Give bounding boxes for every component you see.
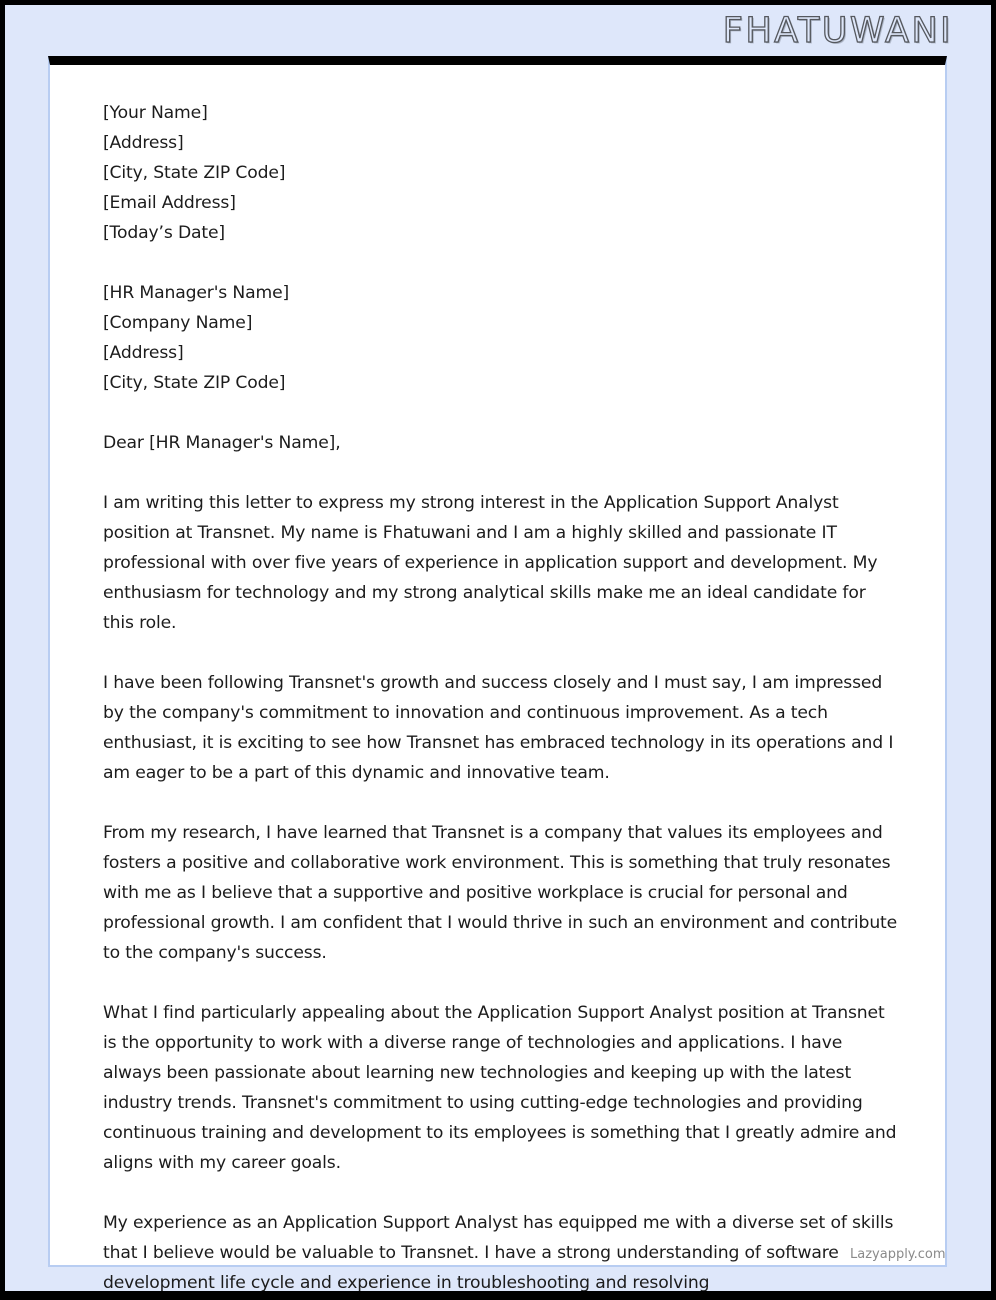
page-title: FHATUWANI	[722, 10, 953, 51]
sender-line-date: [Today’s Date]	[103, 223, 225, 243]
letter-paragraph-2: I have been following Transnet's growth and success closely and I must say, I am impressed by the company's commitment to innovation and continuous improvement. As a tech enthusiast, it is exciting to see how Transnet has embraced technology in its operations and I am eager to be a part of this dynamic and innovative team.	[103, 673, 894, 783]
recipient-address-block	[103, 278, 901, 398]
lazyapply-watermark: Lazyapply.com	[850, 1247, 946, 1262]
letter-paragraph-1: I am writing this letter to express my strong interest in the Application Support Analyst position at Transnet. My name is Fhatuwani and I am a highly skilled and passionate IT professional with over five years of experience in application support and development. My enthusiasm for technology and my strong analytical skills make me an ideal candidate for this role.	[103, 493, 878, 633]
letter-paragraph-3: From my research, I have learned that Transnet is a company that values its employees and fosters a positive and collaborative work environment. This is something that truly resonates with me as I believe that a supportive and positive workplace is crucial for personal and professional growth. I am confident that I would thrive in such an environment and contribute to the company's success.	[103, 823, 898, 963]
sender-line-name: [Your Name]	[103, 103, 208, 123]
recipient-line-company: [Company Name]	[103, 313, 253, 333]
recipient-line-city: [City, State ZIP Code]	[103, 373, 286, 393]
sender-line-city: [City, State ZIP Code]	[103, 163, 286, 183]
letter-paragraph-4: What I find particularly appealing about the Application Support Analyst position at Transnet is the opportunity to work with a diverse range of technologies and applications. I have always been passionate about learning new technologies and keeping up with the latest industry trends. Transnet's commitment to using cutting-edge technologies and providing continuous training and development to its employees is something that I greatly admire and aligns with my career goals.	[103, 1003, 897, 1173]
sender-line-email: [Email Address]	[103, 193, 236, 213]
letter-body	[103, 98, 901, 1298]
letter-paragraph-5: My experience as an Application Support Analyst has equipped me with a diverse set of skills that I believe would be valuable to Transnet. I have a strong understanding of software development life cycle and experience in troubleshooting and resolving	[103, 1213, 894, 1293]
sender-address-block	[103, 98, 901, 248]
salutation: Dear [HR Manager's Name],	[103, 433, 341, 453]
sender-line-address: [Address]	[103, 133, 184, 153]
recipient-line-manager: [HR Manager's Name]	[103, 283, 290, 303]
recipient-line-address: [Address]	[103, 343, 184, 363]
document-title-bar	[5, 5, 991, 57]
